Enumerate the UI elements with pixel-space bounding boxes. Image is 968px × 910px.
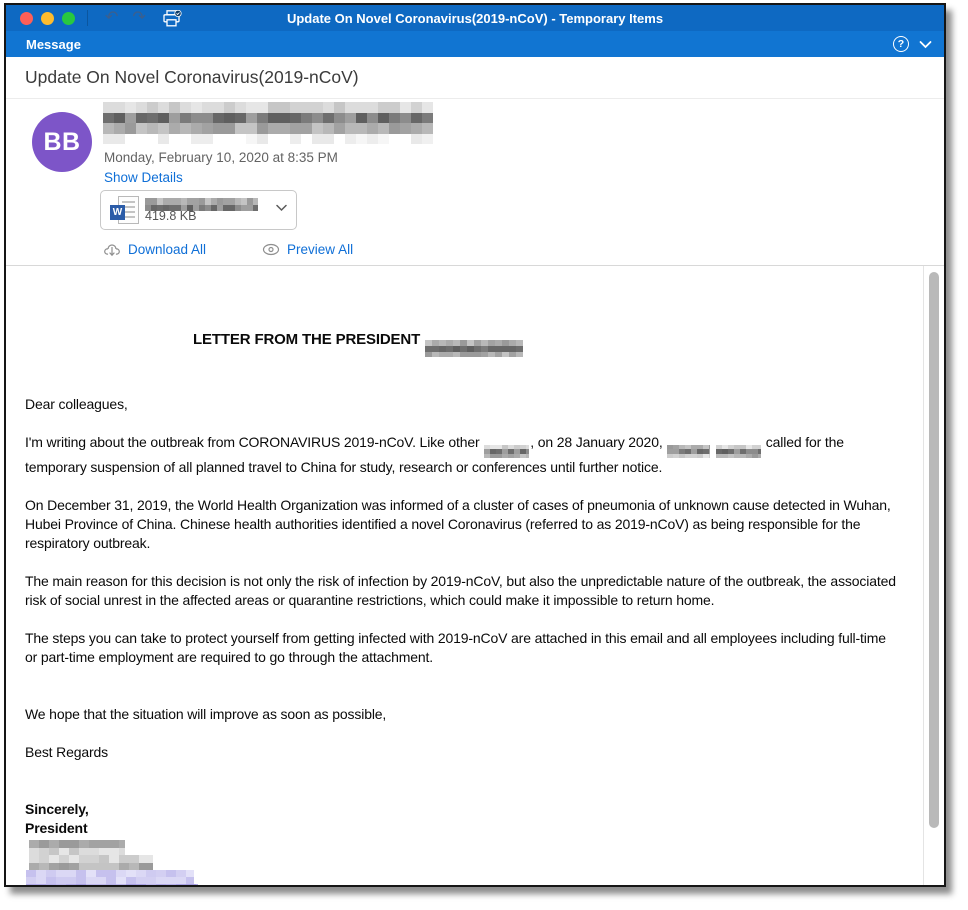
zoom-button[interactable] (62, 12, 75, 25)
attachment-chip[interactable] (100, 190, 297, 230)
subject-title: Update On Novel Coronavirus(2019-nCoV) (25, 67, 359, 87)
minimize-button[interactable] (41, 12, 54, 25)
scrollbar-track[interactable] (923, 266, 944, 885)
redo-icon[interactable]: ↷ (132, 9, 146, 26)
close-button[interactable] (20, 12, 33, 25)
body-paragraph: I'm writing about the outbreak from CORONAVIRUS 2019-nCoV. Like other , on 28 January 2020, called for the temporary suspension of all planned travel to China for study, research or conferences until further notice. (25, 434, 848, 476)
window-title: Update On Novel Coronavirus(2019-nCoV) - Temporary Items (286, 10, 664, 26)
undo-icon[interactable]: ↶ (105, 9, 119, 26)
preview-all-link[interactable]: Preview All (287, 242, 354, 257)
tab-message[interactable]: Message (26, 36, 81, 52)
attachment-size: 419.8 KB (145, 209, 197, 223)
redacted-block (26, 870, 194, 884)
show-details-link[interactable]: Show Details (104, 170, 183, 185)
body-paragraph: The steps you can take to protect yourself from getting infected with 2019-nCoV are attached in this email and all employees including full-time or part-time employment are required to go through the attachment. (25, 630, 890, 666)
redacted-block (29, 840, 125, 855)
attachment-menu-chevron-icon[interactable] (276, 204, 287, 212)
scrollbar-thumb[interactable] (929, 272, 939, 828)
toolbar-separator (87, 10, 88, 26)
redacted-block (29, 855, 153, 870)
sent-date: Monday, February 10, 2020 at 8:35 PM (104, 150, 338, 165)
body-paragraph: Sincerely, President (25, 801, 89, 837)
preview-eye-icon[interactable] (262, 243, 280, 256)
body-paragraph: The main reason for this decision is not only the risk of infection by 2019-nCoV, but also the unpredictable nature of the outbreak, the associated risk of social unrest in the affected areas or quarantine restrictions, which could make it impossible to return home. (25, 573, 900, 609)
body-paragraph: On December 31, 2019, the World Health Organization was informed of a cluster of cases of pneumonia of unknown cause detected in Wuhan, Hubei Province of China. Chinese health authorities identified a novel Coronavirus (referred to as 2019-nCoV) as being responsible for the respiratory outbreak. (25, 497, 895, 552)
redacted-text (484, 445, 529, 458)
help-icon[interactable]: ? (893, 36, 909, 52)
download-cloud-icon[interactable] (103, 241, 121, 258)
download-all-link[interactable]: Download All (128, 242, 207, 257)
redacted-sender (103, 102, 433, 144)
titlebar (6, 5, 944, 31)
email-body (6, 266, 922, 885)
redacted-text (716, 445, 761, 458)
message-body-area (6, 266, 944, 885)
traffic-lights (20, 12, 75, 25)
subject-row (6, 57, 944, 99)
redacted-text (667, 445, 710, 458)
body-paragraph: We hope that the situation will improve as soon as possible, (25, 706, 387, 723)
word-document-icon: W (110, 196, 140, 226)
sender-block (6, 99, 944, 266)
chevron-down-icon[interactable] (919, 40, 932, 49)
avatar: BB (32, 112, 92, 172)
redacted-block (26, 884, 198, 885)
body-paragraph: Best Regards (25, 744, 109, 761)
body-paragraph: LETTER FROM THE PRESIDENT (193, 330, 896, 357)
redacted-signature (25, 840, 896, 885)
body-paragraph: Dear colleagues, (25, 396, 128, 413)
redacted-text (425, 340, 523, 357)
message-window (4, 3, 946, 887)
print-icon[interactable] (163, 10, 182, 27)
ribbon (6, 31, 944, 57)
